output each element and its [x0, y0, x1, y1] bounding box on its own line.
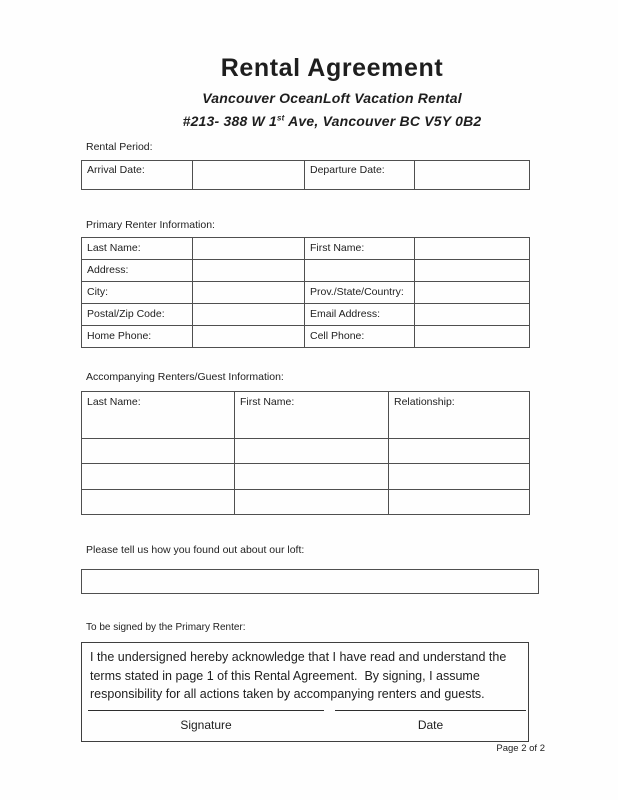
accomp-first-name-value-cell — [235, 489, 389, 515]
city-label-cell: City: — [82, 282, 193, 304]
last-name-value-cell — [193, 238, 305, 260]
table-row — [82, 489, 530, 515]
accomp-relationship-value-cell — [389, 489, 530, 515]
address-post: Ave, Vancouver BC V5Y 0B2 — [284, 113, 482, 129]
signature-line — [88, 710, 324, 711]
page-number-indicator: Page 2 of 2 — [496, 743, 545, 754]
cell-phone-value-cell — [415, 326, 530, 348]
to-be-signed-label: To be signed by the Primary Renter: — [86, 622, 246, 633]
primary-renter-section-label: Primary Renter Information: — [86, 219, 215, 231]
referral-section-label: Please tell us how you found out about our loft: — [86, 544, 305, 556]
accomp-last-name-value-cell — [82, 489, 235, 515]
table-row — [82, 304, 530, 326]
address-extra-value-cell — [415, 260, 530, 282]
rental-period-section-label: Rental Period: — [86, 141, 153, 153]
accomp-last-name-header-cell: Last Name: — [82, 392, 235, 439]
table-row — [82, 238, 530, 260]
accomp-first-name-value-cell — [235, 438, 389, 464]
arrival-date-label-cell: Arrival Date: — [82, 161, 193, 190]
accompanying-renters-table — [81, 391, 530, 515]
email-label-cell: Email Address: — [305, 304, 415, 326]
postal-zip-value-cell — [193, 304, 305, 326]
accomp-first-name-header-cell: First Name: — [235, 392, 389, 439]
address-pre: #213- 388 W 1 — [182, 113, 278, 129]
postal-zip-label-cell: Postal/Zip Code: — [82, 304, 193, 326]
date-label: Date — [417, 718, 444, 732]
rental-period-row — [82, 161, 530, 190]
property-subtitle: Vancouver OceanLoft Vacation Rental — [202, 90, 462, 106]
accompanying-section-label: Accompanying Renters/Guest Information: — [86, 371, 284, 383]
address-label-cell: Address: — [82, 260, 193, 282]
date-line — [335, 710, 526, 711]
first-name-value-cell — [415, 238, 530, 260]
referral-answer-box — [81, 569, 539, 594]
accomp-last-name-value-cell — [82, 438, 235, 464]
property-address — [47, 113, 617, 129]
email-value-cell — [415, 304, 530, 326]
page-title: Rental Agreement — [220, 54, 444, 82]
table-row — [82, 282, 530, 304]
city-value-cell — [193, 282, 305, 304]
accompanying-header-row — [82, 392, 530, 439]
departure-date-value-cell — [415, 161, 530, 190]
address-ordinal-superscript: st — [277, 113, 285, 123]
home-phone-label-cell: Home Phone: — [82, 326, 193, 348]
accomp-first-name-value-cell — [235, 464, 389, 490]
prov-state-country-value-cell — [415, 282, 530, 304]
accomp-relationship-value-cell — [389, 438, 530, 464]
accomp-last-name-value-cell — [82, 464, 235, 490]
accomp-relationship-header-cell: Relationship: — [389, 392, 530, 439]
acknowledgment-text: I the undersigned hereby acknowledge that I have read and understand the terms stated in page 1 of this Rental Agreement. By signing, I assume responsibility for all actions taken by accompanying renters and guests. — [90, 650, 510, 702]
home-phone-value-cell — [193, 326, 305, 348]
primary-renter-table — [81, 237, 530, 348]
address-value-cell — [193, 260, 305, 282]
cell-phone-label-cell: Cell Phone: — [305, 326, 415, 348]
table-row — [82, 326, 530, 348]
last-name-label-cell: Last Name: — [82, 238, 193, 260]
table-row — [82, 438, 530, 464]
arrival-date-value-cell — [193, 161, 305, 190]
table-row — [82, 464, 530, 490]
departure-date-label-cell: Departure Date: — [305, 161, 415, 190]
signature-box — [81, 642, 529, 742]
address-extra-cell — [305, 260, 415, 282]
table-row — [82, 260, 530, 282]
signature-label: Signature — [180, 718, 232, 732]
first-name-label-cell: First Name: — [305, 238, 415, 260]
accomp-relationship-value-cell — [389, 464, 530, 490]
prov-state-country-label-cell: Prov./State/Country: — [305, 282, 415, 304]
rental-period-table — [81, 160, 530, 190]
